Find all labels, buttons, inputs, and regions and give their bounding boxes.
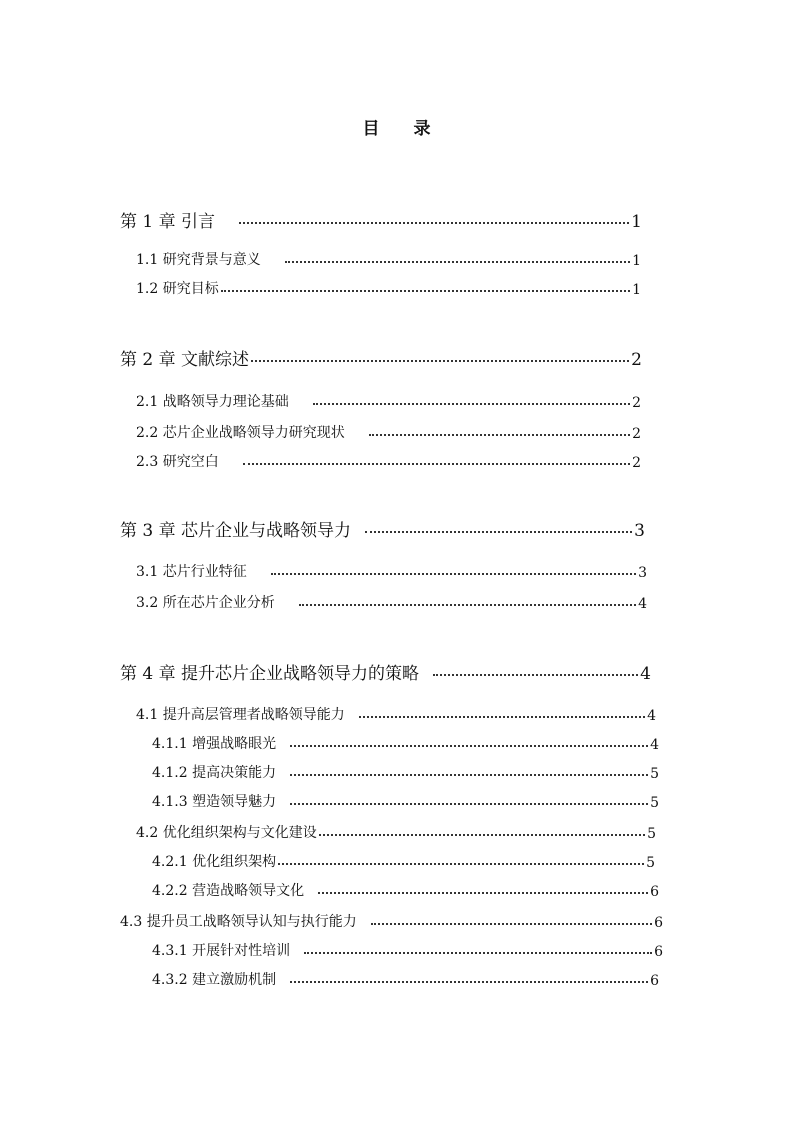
- toc-label: 3.2 所在芯片企业分析: [136, 595, 275, 611]
- toc-label: 4.1.3 塑造领导魅力: [152, 794, 277, 810]
- toc-label: 4.3.2 建立激励机制: [152, 972, 277, 988]
- toc-entry-chapter-3[interactable]: [120, 517, 645, 541]
- dot-leader: [251, 360, 629, 362]
- dot-leader: [290, 774, 648, 776]
- dot-leader: [365, 531, 632, 533]
- toc-label: 4.1.1 增强战略眼光: [152, 736, 277, 752]
- toc-entry-4-1-2[interactable]: [152, 762, 659, 782]
- toc-entry-4-1-1[interactable]: [152, 733, 659, 753]
- toc-label: 4.3.1 开展针对性培训: [152, 943, 291, 959]
- toc-label: 1.2 研究目标: [136, 281, 219, 297]
- toc-page-number: 2: [631, 350, 642, 370]
- toc-label: 4.2.1 优化组织架构: [152, 854, 277, 870]
- toc-page-number: 4: [650, 737, 659, 753]
- toc-label: 2.3 研究空白: [136, 454, 219, 470]
- toc-label: 第 1 章 引言: [120, 212, 216, 232]
- toc-page-number: 6: [654, 944, 663, 960]
- toc-label: 2.2 芯片企业战略领导力研究现状: [136, 425, 345, 441]
- toc-page-number: 4: [640, 664, 651, 684]
- toc-entry-4-1-3[interactable]: [152, 791, 659, 811]
- dot-leader: [319, 834, 645, 836]
- dot-leader: [371, 923, 652, 925]
- toc-title: 目 录: [362, 119, 445, 139]
- dot-leader: [278, 863, 644, 865]
- toc-page-number: 1: [632, 253, 641, 269]
- dot-leader: [369, 434, 630, 436]
- toc-entry-3-1[interactable]: [136, 561, 647, 581]
- dot-leader: [290, 745, 648, 747]
- toc-page-number: 6: [650, 973, 659, 989]
- toc-label: 1.1 研究背景与意义: [136, 252, 261, 268]
- toc-entry-2-1[interactable]: [136, 391, 641, 411]
- dot-leader: [290, 981, 648, 983]
- dot-leader: [290, 803, 648, 805]
- dot-leader: [285, 261, 630, 263]
- toc-page-number: 2: [632, 455, 641, 471]
- toc-entry-1-2[interactable]: [136, 278, 641, 298]
- toc-page-number: 6: [654, 915, 663, 931]
- dot-leader: [221, 290, 630, 292]
- toc-entry-chapter-2[interactable]: [120, 346, 642, 370]
- toc-label: 4.1 提升高层管理者战略领导能力: [136, 707, 345, 723]
- toc-entry-4-3-1[interactable]: [152, 940, 663, 960]
- toc-label: 第 3 章 芯片企业与战略领导力: [120, 521, 352, 541]
- dot-leader: [318, 892, 648, 894]
- toc-label: 第 2 章 文献综述: [120, 350, 250, 370]
- toc-page-number: 2: [632, 395, 641, 411]
- dot-leader: [271, 573, 636, 575]
- toc-entry-4-2[interactable]: [136, 822, 656, 842]
- dot-leader: [313, 403, 630, 405]
- toc-page-number: 4: [647, 708, 656, 724]
- dot-leader: [359, 716, 645, 718]
- toc-entry-4-3[interactable]: [120, 911, 663, 931]
- toc-page-number: 4: [638, 596, 647, 612]
- toc-page-number: 3: [634, 521, 645, 541]
- toc-entry-chapter-1[interactable]: [120, 208, 642, 232]
- toc-entry-4-2-2[interactable]: [152, 880, 659, 900]
- toc-entry-3-2[interactable]: [136, 592, 647, 612]
- toc-label: 4.2 优化组织架构与文化建设: [136, 825, 317, 841]
- toc-page-number: 5: [647, 826, 656, 842]
- toc-page-number: 1: [631, 212, 642, 232]
- toc-page-number: 6: [650, 884, 659, 900]
- toc-entry-2-3[interactable]: [136, 451, 641, 471]
- toc-page-number: 1: [632, 282, 641, 298]
- toc-entry-4-3-2[interactable]: [152, 969, 659, 989]
- toc-page-number: 5: [650, 795, 659, 811]
- toc-label: 3.1 芯片行业特征: [136, 564, 247, 580]
- dot-leader: [304, 952, 652, 954]
- toc-entry-1-1[interactable]: [136, 249, 641, 269]
- toc-label: 4.3 提升员工战略领导认知与执行能力: [120, 914, 357, 930]
- dot-leader: [239, 222, 629, 224]
- toc-entry-chapter-4[interactable]: [120, 660, 651, 684]
- toc-page-number: 5: [650, 766, 659, 782]
- toc-label: 第 4 章 提升芯片企业战略领导力的策略: [120, 664, 420, 684]
- toc-entry-4-1[interactable]: [136, 704, 656, 724]
- toc-entry-4-2-1[interactable]: [152, 851, 655, 871]
- toc-page-number: 3: [638, 565, 647, 581]
- toc-page-number: 2: [632, 426, 641, 442]
- toc-label: 4.1.2 提高决策能力: [152, 765, 277, 781]
- toc-entry-2-2[interactable]: [136, 422, 641, 442]
- toc-page-number: 5: [646, 855, 655, 871]
- dot-leader: [299, 604, 636, 606]
- toc-label: 2.1 战略领导力理论基础: [136, 394, 289, 410]
- dot-leader: [433, 674, 638, 676]
- toc-label: 4.2.2 营造战略领导文化: [152, 883, 305, 899]
- dot-leader: [243, 463, 630, 465]
